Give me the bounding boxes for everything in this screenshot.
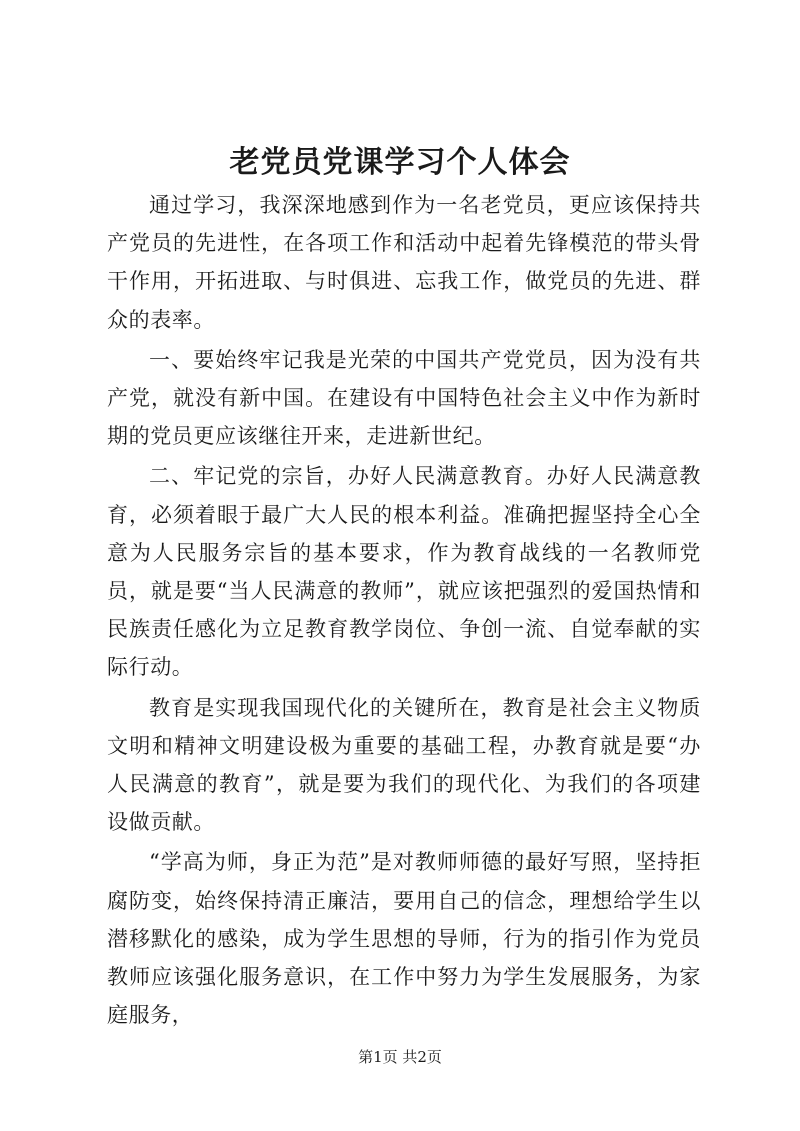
page-number-footer: 第1页 共2页	[358, 1048, 442, 1066]
paragraph-1: 通过学习，我深深地感到作为一名老党员，更应该保持共产党员的先进性，在各项工作和活动中起着先锋模范的带头骨干作用，开拓进取、与时俱进、忘我工作，做党员的先进、群众的表率。	[107, 193, 701, 332]
paragraph-3: 二、牢记党的宗旨，办好人民满意教育。办好人民满意教育，必须着眼于最广大人民的根本利益。准确把握坚持全心全意为人民服务宗旨的基本要求，作为教育战线的一名教师党员，就是要“当人民满意的教师”，就应该把强烈的爱国热情和民族责任感化为立足教育教学岗位、争创一流、自觉奉献的实际行动。	[107, 464, 701, 680]
paragraph-4: 教育是实现我国现代化的关键所在，教育是社会主义物质文明和精神文明建设极为重要的基础工程，办教育就是要“办人民满意的教育”，就是要为我们的现代化、为我们的各项建设做贡献。	[107, 695, 701, 835]
paragraph-2: 一、要始终牢记我是光荣的中国共产党党员，因为没有共产党，就没有新中国。在建设有中国特色社会主义中作为新时期的党员更应该继往开来，走进新世纪。	[107, 347, 701, 449]
document-body	[107, 186, 701, 1036]
document-title: 老党员党课学习个人体会	[229, 145, 571, 180]
paragraph-5: “学高为师，身正为范”是对教师师德的最好写照，坚持拒腐防变，始终保持清正廉洁，要用自己的信念，理想给学生以潜移默化的感染，成为学生思想的导师，行为的指引作为党员教师应该强化服务意识，在工作中努力为学生发展服务，为家庭服务，	[107, 850, 701, 1028]
